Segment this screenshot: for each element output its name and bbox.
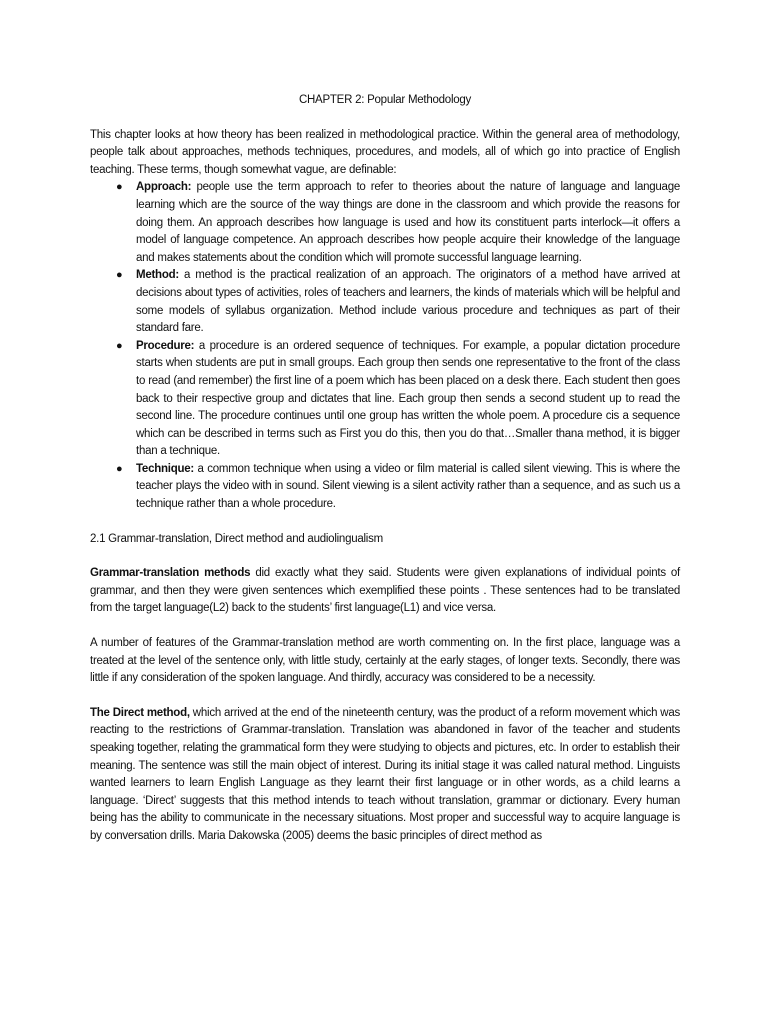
paragraph-text: did exactly what they said. Students were given explanations of individual points of grammar, and then they were given sentences which exemplified these points . These sentences had to be translated from the target language(L2) back to the students’ first language(L1) and vice versa. — [90, 567, 680, 615]
bullet-term: Procedure: — [136, 339, 195, 352]
bullet-approach — [90, 179, 680, 267]
bullet-text: a method is the practical realization of an approach. The originators of a method have arrived at decisions about types of activities, roles of teachers and learners, the kinds of materials which will be helpful and some models of syllabus organization. Method include various procedure and techniques as part of their standard fare. — [136, 269, 680, 335]
paragraph-text: which arrived at the end of the nineteenth century, was the product of a reform movement which was reacting to the restrictions of Grammar-translation. Translation was abandoned in favor of the teacher and students speaking together, relating the grammatical form they were studying to objects and pictures, etc. In order to establish their meaning. The sentence was still the main object of interest. During its initial stage it was called natural method. Linguists wanted learners to learn English Language as they learnt their first language or in other words, as a child learns a language. ‘Direct’ suggests that this method intends to teach without translation, grammar or dictionary. Every human being has the ability to communicate in the necessary situations. Most proper and successful way to acquire language is by conversation drills. Maria Dakowska (2005) deems the basic principles of direct method as — [90, 706, 680, 842]
definition-list — [90, 179, 680, 513]
bullet-term: Technique: — [136, 462, 194, 475]
bullet-dot-icon: ● — [116, 181, 123, 194]
bullet-text: a common technique when using a video or film material is called silent viewing. This is where the teacher plays the video with in sound. Silent viewing is a silent activity rather than a sequence, and as such us a technique rather than a whole procedure. — [136, 462, 680, 511]
features-paragraph: A number of features of the Grammar-translation method are worth commenting on. In the first place, language was a treated at the level of the sentence only, with little study, certainly at the early stages, of longer texts. Secondly, there was little if any consideration of the spoken language. And thirdly, accuracy was considered to be a necessity. — [90, 637, 680, 685]
bullet-dot-icon: ● — [116, 269, 123, 282]
bullet-procedure — [90, 338, 680, 461]
section-heading: 2.1 Grammar-translation, Direct method and audiolingualism — [90, 532, 383, 545]
chapter-title: CHAPTER 2: Popular Methodology — [298, 94, 472, 106]
paragraph-term: Grammar-translation methods — [90, 567, 251, 580]
bullet-technique — [90, 461, 680, 514]
bullet-dot-icon: ● — [116, 462, 123, 475]
bullet-dot-icon: ● — [116, 339, 123, 352]
grammar-translation-paragraph — [90, 565, 680, 618]
bullet-term: Approach: — [136, 181, 192, 194]
direct-method-paragraph — [90, 705, 680, 846]
document-page — [90, 92, 680, 863]
paragraph-term: The Direct method, — [90, 706, 190, 719]
intro-paragraph: This chapter looks at how theory has been realized in methodological practice. Within the general area of methodology, people talk about approaches, methods techniques, procedures, and models, all of which go into practice of English teaching. These terms, though somewhat vague, are definable: — [90, 128, 680, 176]
bullet-term: Method: — [136, 269, 179, 282]
bullet-method — [90, 267, 680, 337]
bullet-text: a procedure is an ordered sequence of techniques. For example, a popular dictation procedure starts when students are put in small groups. Each group then sends one representative to the front of the class to read (and remember) the first line of a poem which has been placed on a desk there. Each student then goes back to their respective group and dictates that line. Each group then sends a second student up to read the second line. The procedure continues until one group has written the whole poem. A procedure cis a sequence which can be described in terms such as First you do this, then you do that…Smaller thana method, it is bigger than a technique. — [136, 339, 680, 458]
bullet-text: people use the term approach to refer to theories about the nature of language and language learning which are the source of the way things are done in the classroom and which provide the reasons for doing them. An approach describes how language is used and how its constituent parts interlock—it offers a model of language competence. An approach describes how people acquire their knowledge of the language and makes statements about the condition which will promote successful language learning. — [136, 181, 680, 264]
